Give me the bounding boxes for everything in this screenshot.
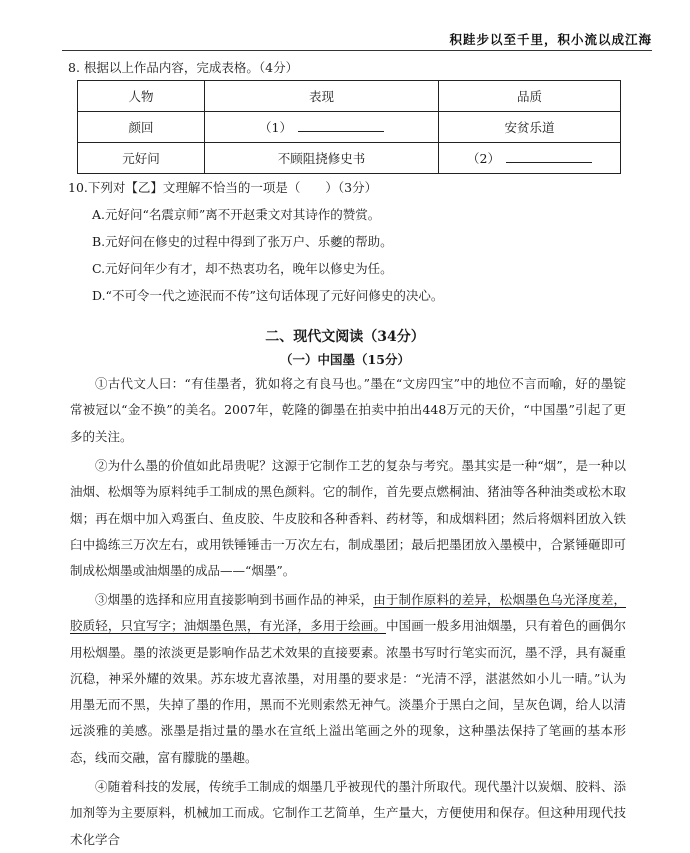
- table-header-cell: 品质: [439, 81, 621, 112]
- table-cell-performance: [205, 112, 439, 143]
- q8-table: [77, 80, 621, 174]
- answer-blank-2[interactable]: [506, 150, 592, 163]
- blank-label: （2）: [467, 151, 500, 166]
- table-cell-quality: 安贫乐道: [439, 112, 621, 143]
- paragraph-3-lead: ③烟墨的选择和应用直接影响到书画作品的神采，: [95, 592, 374, 607]
- option-a: A.元好问“名震京师”离不开赵秉文对其诗作的赞赏。: [92, 207, 381, 222]
- option-b: B.元好问在修史的过程中得到了张万户、乐夔的帮助。: [92, 234, 393, 249]
- paragraph-3-rest: 中国画一般多用油烟墨，只有着色的画偶尔用松烟墨。墨的浓淡更是影响作品艺术效果的直接要素。浓墨书写时行笔实而沉，墨不浮，具有凝重沉稳，神采外耀的效果。苏东坡尤喜浓墨，对用墨的要求是：“光清不浮，湛湛然如小儿一晴。”认为用墨无而不黑，失掉了墨的作用，黑而不光则索然无神气。淡墨介于黑白之间，呈灰色调，给人以清远淡雅的美感。涨墨是指过量的墨水在宣纸上溢出笔画之外的现象，这种墨法保持了笔画的基本形态，线而交融，富有朦胧的墨趣。: [70, 618, 626, 765]
- table-cell-performance: 不顾阻挠修史书: [205, 143, 439, 174]
- paragraph-2: ②为什么墨的价值如此昂贵呢？这源于它制作工艺的复杂与考究。墨其实是一种“烟”，是一种以油烟、松烟等为原料纯手工制成的黑色颜料。它的制作，首先要点燃桐油、猪油等各种油类或松木取烟；再在烟中加入鸡蛋白、鱼皮胶、牛皮胶和各种香料、药材等，和成烟料团；然后将烟料团放入铁臼中捣练三万次左右，或用铁锤锤击一万次左右，制成墨团；最后把墨团放入墨模中，合紧锤砸即可制成松烟墨或油烟墨的成品——“烟墨”。: [70, 458, 626, 579]
- section-title: 二、现代文阅读（34分）: [265, 329, 425, 345]
- blank-label: （1）: [259, 120, 292, 135]
- paragraph-4: ④随着科技的发展，传统手工制成的烟墨几乎被现代的墨汁所取代。现代墨汁以炭烟、胶料、添加剂等为主要原料，机械加工而成。它制作工艺简单，生产量大，方便使用和保存。但这种用现代技术化学合: [70, 779, 626, 847]
- table-header-cell: 表现: [205, 81, 439, 112]
- question-10-prompt: 10.下列对【乙】文理解不恰当的一项是（ ）（3分）: [68, 180, 378, 195]
- question-8-prompt: 8. 根据以上作品内容，完成表格。（4分）: [68, 60, 299, 75]
- table-header-cell: 人物: [78, 81, 205, 112]
- table-cell-person: 颜回: [78, 112, 205, 143]
- table-header-row: [78, 81, 621, 112]
- option-d: D.“不可令一代之迹泯而不传”这句话体现了元好问修史的决心。: [92, 288, 444, 303]
- paragraph-3: [70, 587, 626, 771]
- header-motto: 积跬步以至千里，积小流以成江海: [449, 32, 652, 47]
- table-cell-quality: [439, 143, 621, 174]
- answer-blank-1[interactable]: [298, 119, 384, 132]
- paragraph-1: ①古代文人曰：“有佳墨者，犹如将之有良马也。”墨在“文房四宝”中的地位不言而喻，好的墨锭常被冠以“金不换”的美名。2007年，乾隆的御墨在拍卖中拍出448万元的天价，“中国墨”引起了更多的关注。: [70, 376, 626, 444]
- table-cell-person: 元好问: [78, 143, 205, 174]
- option-c: C.元好问年少有才，却不热衷功名，晚年以修史为任。: [92, 261, 393, 276]
- article-title: （一）中国墨（15分）: [280, 352, 410, 367]
- header-rule: [62, 50, 652, 51]
- underlined-sentence: 由于制作原料的差异，松烟墨色乌光泽度差，胶质轻，只宜写字；油烟墨色黑，有光泽，多用于绘画。: [70, 592, 626, 634]
- table-row: [78, 143, 621, 174]
- table-row: [78, 112, 621, 143]
